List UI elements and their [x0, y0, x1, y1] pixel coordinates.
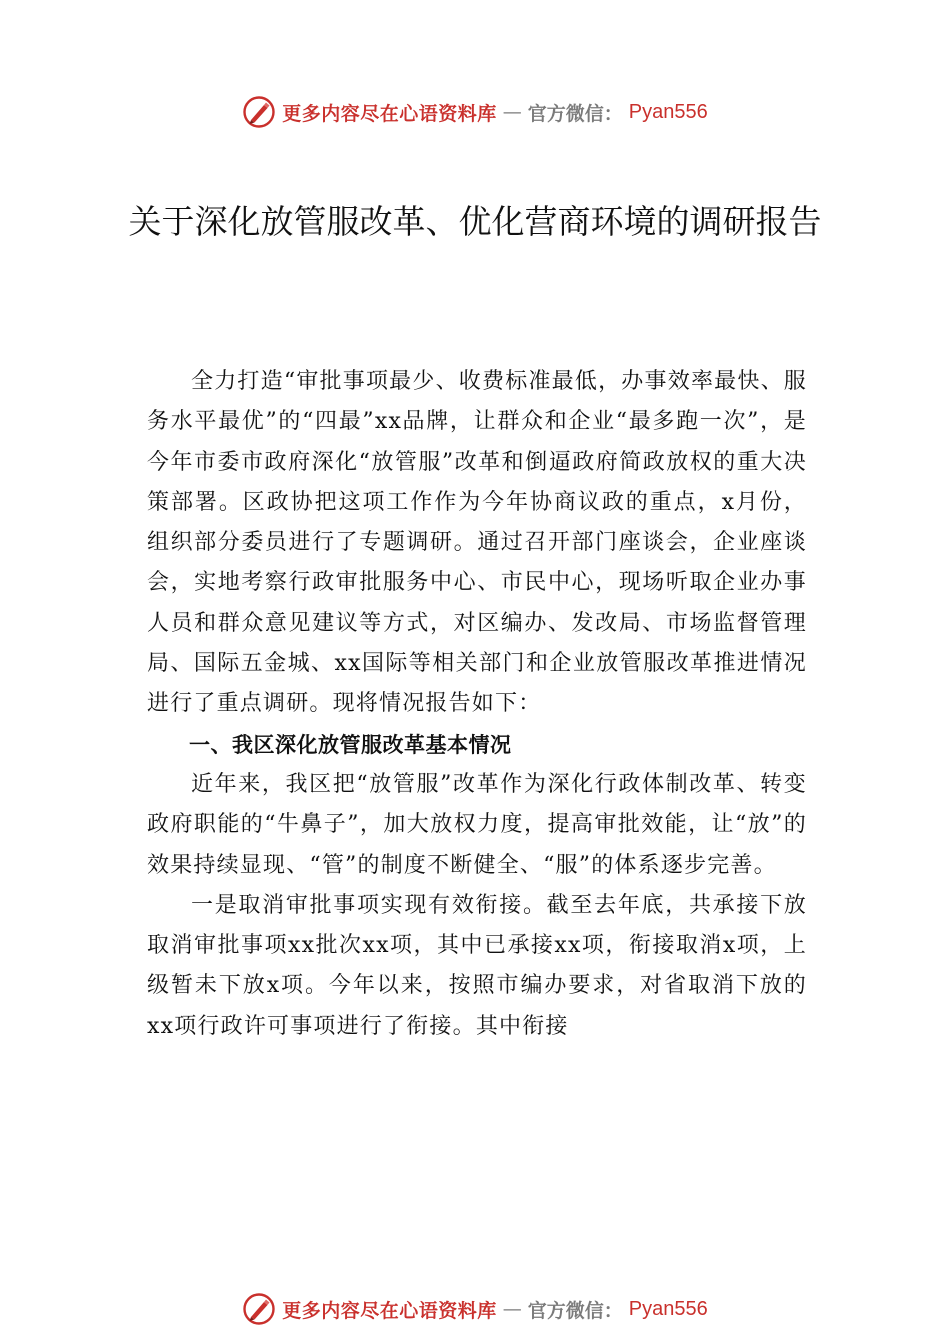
- footer-banner: [0, 1289, 950, 1329]
- banner-wechat-id: Pyan556: [628, 1297, 708, 1320]
- paragraph-2: 近年来，我区把“放管服”改革作为深化行政体制改革、转变政府职能的“牛鼻子”，加大放权力度，提高审批效能，让“放”的效果持续显现、“管”的制度不断健全、“服”的体系逐步完善。: [147, 771, 807, 878]
- header-banner: [0, 92, 950, 132]
- banner-slogan: 更多内容尽在心语资料库: [282, 102, 497, 125]
- pen-logo-icon: [242, 95, 276, 129]
- intro-paragraph: 全力打造“审批事项最少、收费标准最低，办事效率最快、服务水平最优”的“四最”xx品牌，让群众和企业“最多跑一次”，是今年市委市政府深化“放管服”改革和倒逼政府简政放权的重大决策部署。区政协把这项工作作为今年协商议政的重点，x月份，组织部分委员进行了专题调研。通过召开部门座谈会，企业座谈会，实地考察行政审批服务中心、市民中心，现场听取企业办事人员和群众意见建议等方式，对区编办、发改局、市场监督管理局、国际五金城、xx国际等相关部门和企业放管服改革推进情况进行了重点调研。现将情况报告如下：: [147, 369, 807, 717]
- banner-separator: —: [502, 1298, 522, 1320]
- paragraph-3: 一是取消审批事项实现有效衔接。截至去年底，共承接下放取消审批事项xx批次xx项，其中已承接xx项，衔接取消x项，上级暂未下放x项。今年以来，按照市编办要求，对省取消下放的xx项行政许可事项进行了衔接。其中衔接: [147, 892, 807, 1039]
- banner-slogan: 更多内容尽在心语资料库: [282, 1299, 497, 1322]
- banner-wechat-label: 官方微信：: [527, 1299, 623, 1322]
- document-title: 关于深化放管服改革、优化营商环境的调研报告: [128, 202, 822, 241]
- pen-logo-icon: [242, 1292, 276, 1326]
- banner-wechat-label: 官方微信：: [527, 102, 623, 125]
- section-heading-1: 一、我区深化放管服改革基本情况: [189, 732, 512, 757]
- banner-separator: —: [502, 101, 522, 123]
- document-body: [147, 362, 807, 1047]
- banner-wechat-id: Pyan556: [628, 100, 708, 123]
